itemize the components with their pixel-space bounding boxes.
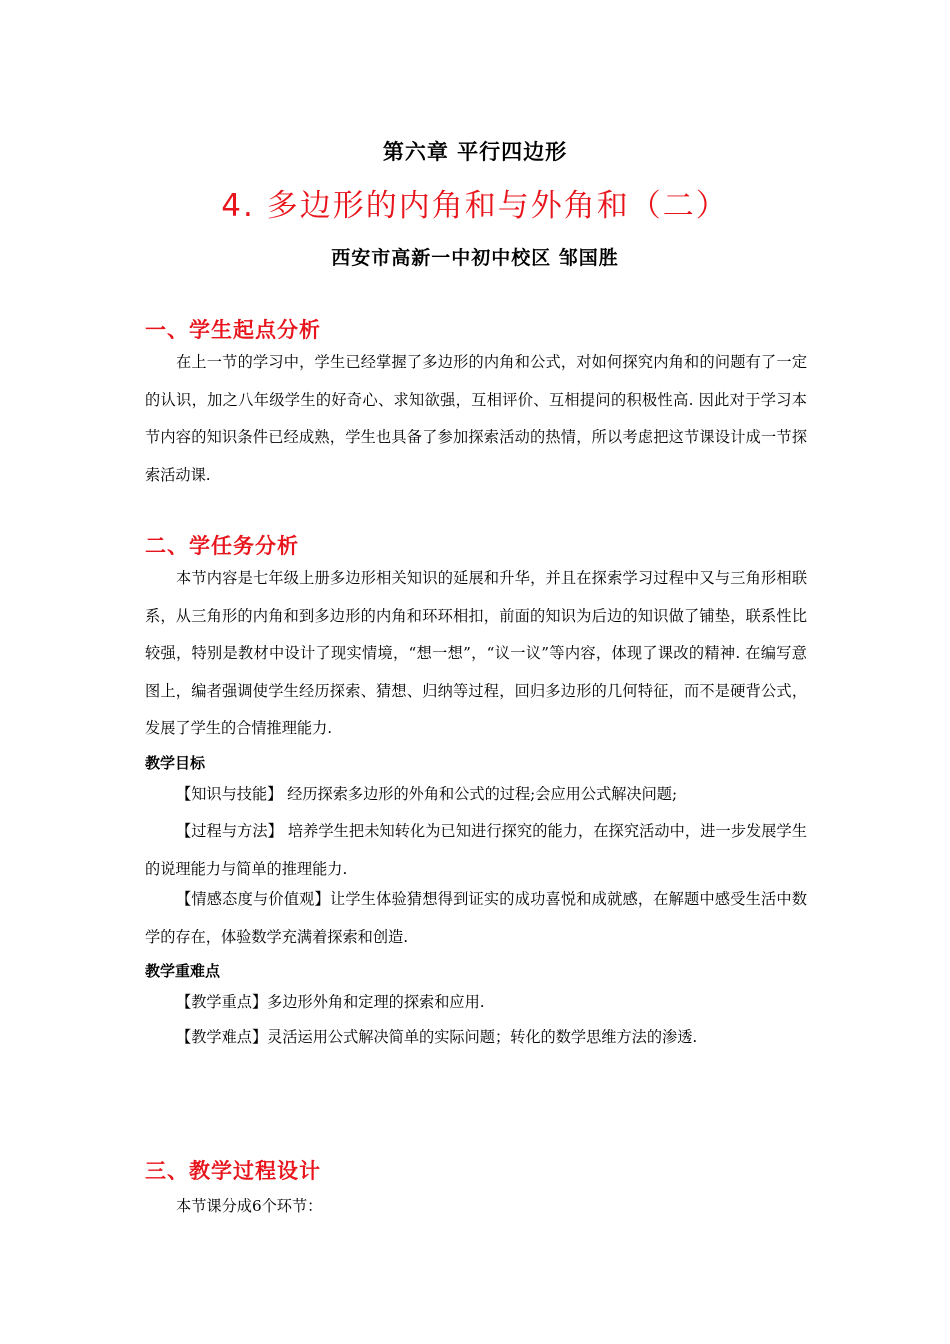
keypoint-text: 多边形外角和定理的探索和应用.: [267, 993, 485, 1011]
section-heading-task-analysis: 二、学任务分析: [145, 534, 299, 558]
section-heading-process-design: 三、教学过程设计: [145, 1159, 321, 1183]
keypoint-label: 【教学难点】: [176, 1028, 268, 1046]
keypoint-label: 【教学重点】: [176, 993, 268, 1011]
keypoint-text: 灵活运用公式解决简单的实际问题；转化的数学思维方法的渗透.: [267, 1028, 698, 1046]
goal-label: 【过程与方法】: [176, 822, 283, 840]
author-line: 西安市高新一中初中校区 邹国胜: [331, 247, 619, 269]
goal-text: 培养学生把未知转化为已知进行探究的能力，在探究活动中，进一步发展学生的说理能力与简单的推理能力.: [145, 822, 808, 878]
keypoint-item: [145, 1019, 807, 1057]
section-paragraph-task-analysis: 本节内容是七年级上册多边形相关知识的延展和升华，并且在探索学习过程中又与三角形相联系，从三角形的内角和到多边形的内角和环环相扣，前面的知识为后边的知识做了铺垫，联系性比较强，特别是教材中设计了现实情境，“想一想”，“议一议”等内容，体现了课改的精神. 在编写意图上，编者强调使学生经历探索、猜想、归纳等过程，回归多边形的几何特征，而不是硬背公式，发展了学生的合情推理能力.: [145, 569, 807, 737]
keypoints-heading: 教学重难点: [145, 962, 221, 980]
goals-heading: 教学目标: [145, 754, 206, 772]
goal-item: [145, 881, 807, 956]
goal-label: 【情感态度与价值观】: [176, 890, 330, 908]
chapter-title: 第六章 平行四边形: [382, 140, 568, 164]
section-heading-student-analysis: 一、学生起点分析: [145, 318, 321, 342]
goal-item: [145, 813, 807, 888]
goal-item: [145, 776, 807, 814]
goal-text: 经历探索多边形的外角和公式的过程;会应用公式解决问题;: [282, 785, 678, 803]
goal-text: 让学生体验猜想得到证实的成功喜悦和成就感，在解题中感受生活中数学的存在，体验数学充满着探索和创造.: [145, 890, 808, 946]
section-paragraph-process-design: 本节课分成6个环节：: [176, 1197, 323, 1215]
lesson-title: 4. 多边形的内角和与外角和（二）: [221, 188, 729, 224]
section-paragraph-student-analysis: 在上一节的学习中，学生已经掌握了多边形的内角和公式，对如何探究内角和的问题有了一定的认识，加之八年级学生的好奇心、求知欲强，互相评价、互相提问的积极性高. 因此对于学习本节内容的知识条件已经成熟，学生也具备了参加探索活动的热情，所以考虑把这节课设计成一节探索活动课.: [145, 353, 807, 484]
goal-label: 【知识与技能】: [176, 785, 283, 803]
keypoint-item: [145, 984, 807, 1022]
